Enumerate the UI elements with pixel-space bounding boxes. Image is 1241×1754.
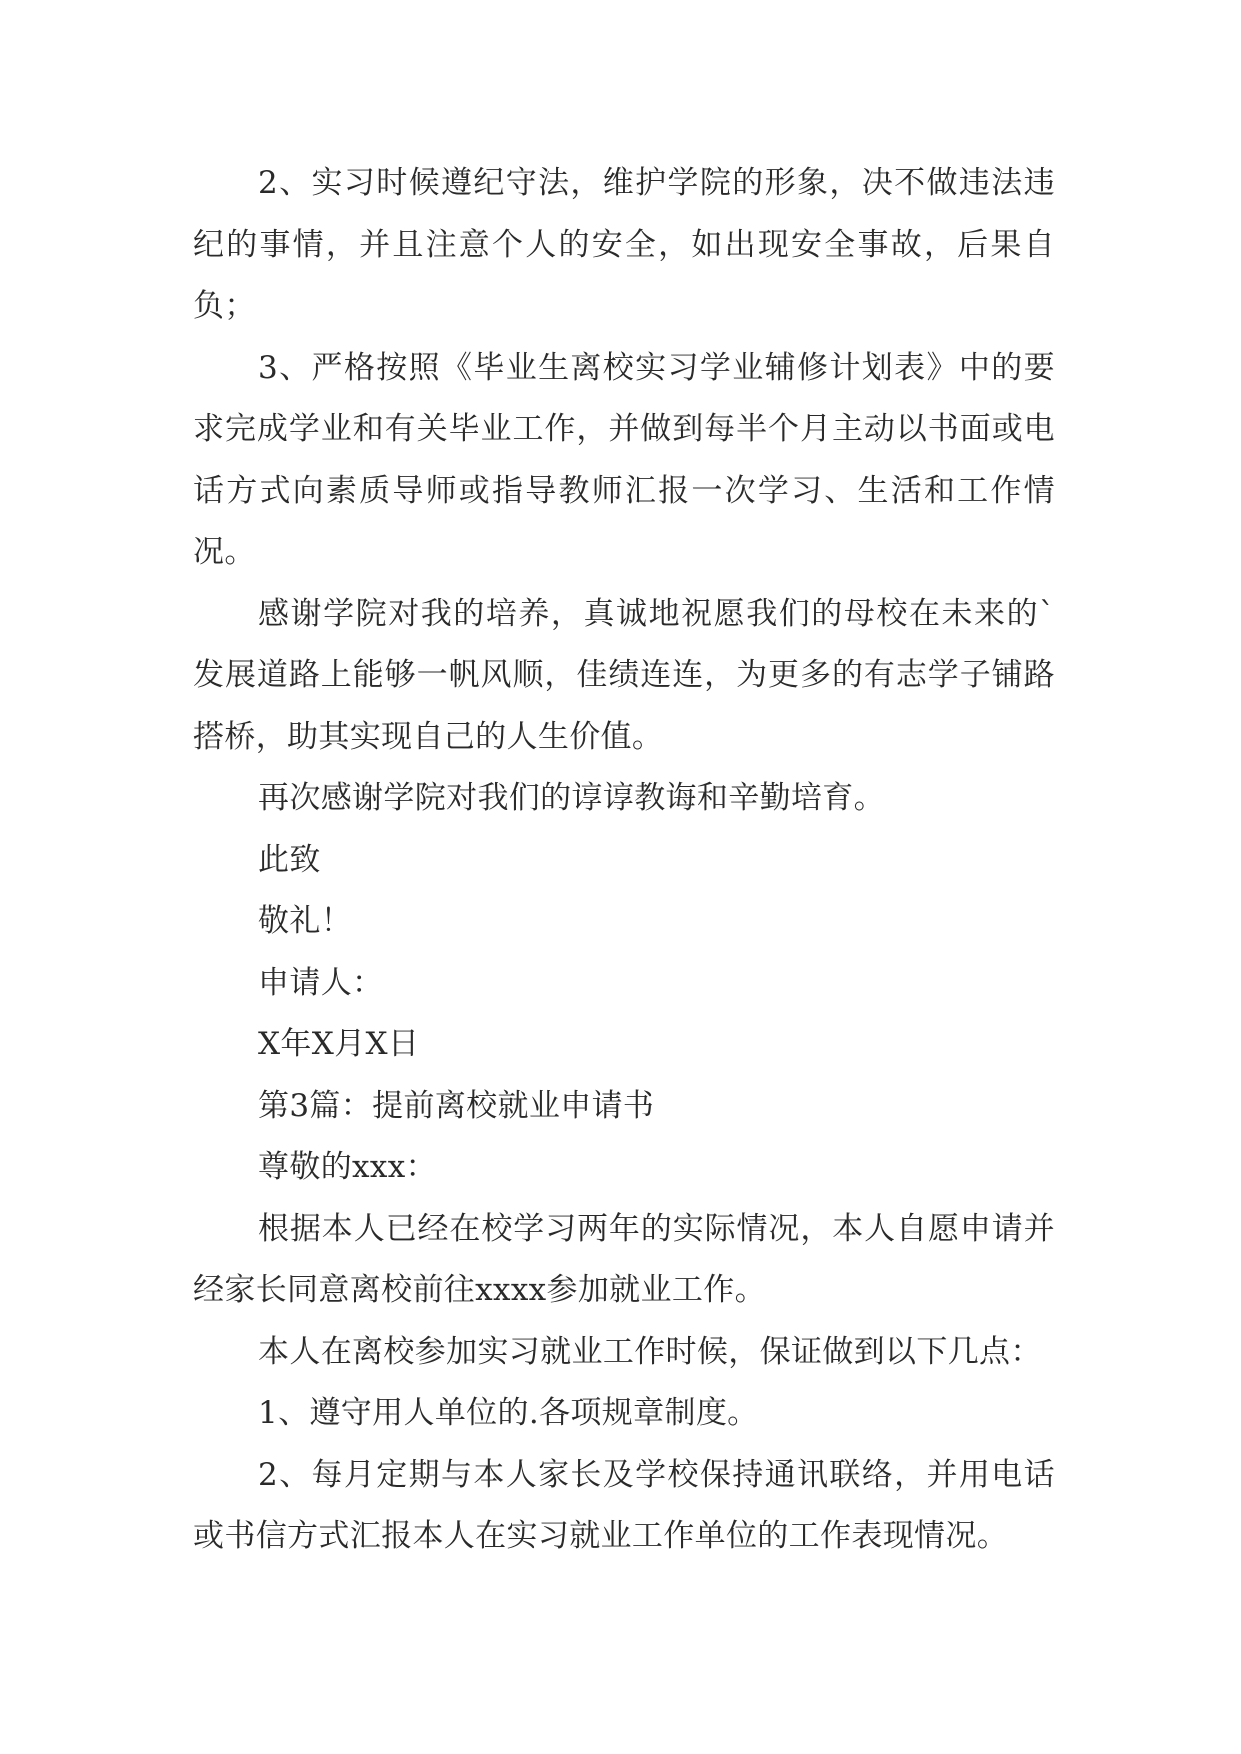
paragraph-item-1-rules: 1、遵守用人单位的.各项规章制度。 xyxy=(258,1395,759,1431)
closing-regards: 敬礼！ xyxy=(258,903,353,939)
paragraph-request: 根据本人已经在校学习两年的实际情况，本人自愿申请并经家长同意离校前往xxxx参加就业工作。 xyxy=(193,1210,1055,1308)
paragraph-thanks: 感谢学院对我的培养，真诚地祝愿我们的母校在未来的`发展道路上能够一帆风顺，佳绩连连，为更多的有志学子铺路搭桥，助其实现自己的人生价值。 xyxy=(193,595,1055,755)
greeting: 尊敬的xxx： xyxy=(258,1149,437,1185)
date-line: X年X月X日 xyxy=(258,1026,420,1062)
closing-salutation: 此致 xyxy=(258,841,321,878)
paragraph-thanks-again: 再次感谢学院对我们的谆谆教诲和辛勤培育。 xyxy=(258,780,885,816)
paragraph-item-2-discipline: 2、实习时候遵纪守法，维护学院的形象，决不做违法违纪的事情，并且注意个人的安全，如出现安全事故，后果自负； xyxy=(193,165,1055,324)
paragraph-item-2-contact: 2、每月定期与本人家长及学校保持通讯联络，并用电话或书信方式汇报本人在实习就业工作单位的工作表现情况。 xyxy=(193,1456,1055,1554)
paragraph-guarantee-intro: 本人在离校参加实习就业工作时候，保证做到以下几点： xyxy=(258,1333,1042,1370)
section-heading: 第3篇：提前离校就业申请书 xyxy=(258,1087,655,1124)
paragraph-item-3-study-plan: 3、严格按照《毕业生离校实习学业辅修计划表》中的要求完成学业和有关毕业工作，并做到每半个月主动以书面或电话方式向素质导师或指导教师汇报一次学习、生活和工作情况。 xyxy=(193,349,1055,570)
document-body xyxy=(193,153,1055,1568)
applicant-label: 申请人： xyxy=(258,964,384,1001)
